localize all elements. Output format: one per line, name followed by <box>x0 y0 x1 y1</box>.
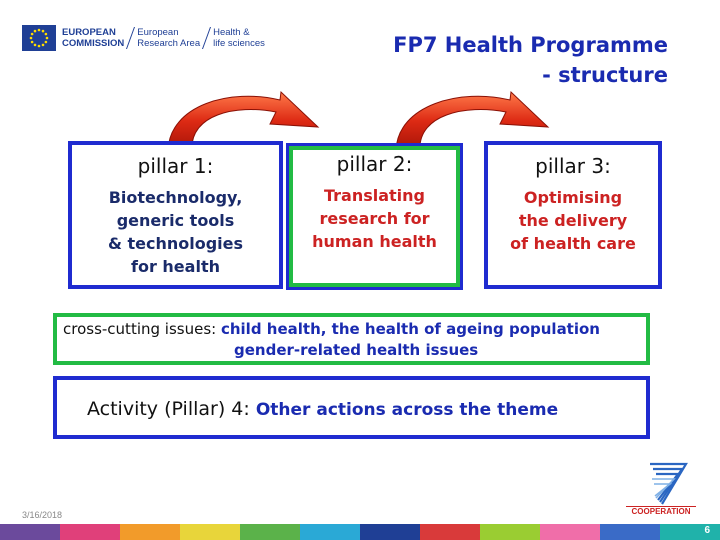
pillar-3-box <box>484 141 662 289</box>
pillar-2-description: Translating research for human health <box>312 186 437 251</box>
title-line-2: - structure <box>542 63 668 87</box>
activity-label: Activity (Pillar) 4: <box>87 398 256 420</box>
title-line-1: FP7 Health Programme <box>393 33 668 57</box>
footer-color-bar <box>0 524 720 540</box>
pillar-1-box <box>68 141 283 289</box>
footer-stripe-segment <box>660 524 720 540</box>
pillar-2-title: pillar 2: <box>336 152 413 176</box>
page-number: 6 <box>704 525 710 536</box>
activity-pillar-4-box <box>53 376 650 439</box>
cross-cutting-line-2: gender-related health issues <box>234 341 479 359</box>
pillar-2-box <box>286 143 463 290</box>
footer-stripe-segment <box>0 524 60 540</box>
footer-stripe-segment <box>60 524 120 540</box>
footer-stripe-segment <box>300 524 360 540</box>
activity-text: Other actions across the theme <box>255 400 559 420</box>
footer-stripe-segment <box>480 524 540 540</box>
logo-text-health: Health & life sciences <box>213 27 265 49</box>
slide-date: 3/16/2018 <box>22 510 63 520</box>
pillar-3-title: pillar 3: <box>535 154 611 178</box>
pillar-1-title: pillar 1: <box>137 154 214 178</box>
cross-cutting-issues-box <box>53 313 650 365</box>
footer-stripe-segment <box>420 524 480 540</box>
footer-stripe-segment <box>240 524 300 540</box>
footer-stripe-segment <box>360 524 420 540</box>
footer-stripe-segment <box>120 524 180 540</box>
cross-cutting-label: cross-cutting issues: <box>63 320 221 338</box>
logo-text-era: European Research Area <box>137 27 201 49</box>
pillar-3-description: Optimising the delivery of health care <box>510 188 636 253</box>
cross-cutting-line-1: child health, the health of ageing population <box>220 320 600 338</box>
footer-stripe-segment <box>600 524 660 540</box>
cooperation-label: COOPERATION <box>626 506 696 516</box>
footer-stripe-segment <box>180 524 240 540</box>
logo-text-commission: EUROPEAN COMMISSION <box>62 27 125 49</box>
footer-stripe-segment <box>540 524 600 540</box>
pillar-1-description: Biotechnology, generic tools & technologies for health <box>107 188 244 276</box>
